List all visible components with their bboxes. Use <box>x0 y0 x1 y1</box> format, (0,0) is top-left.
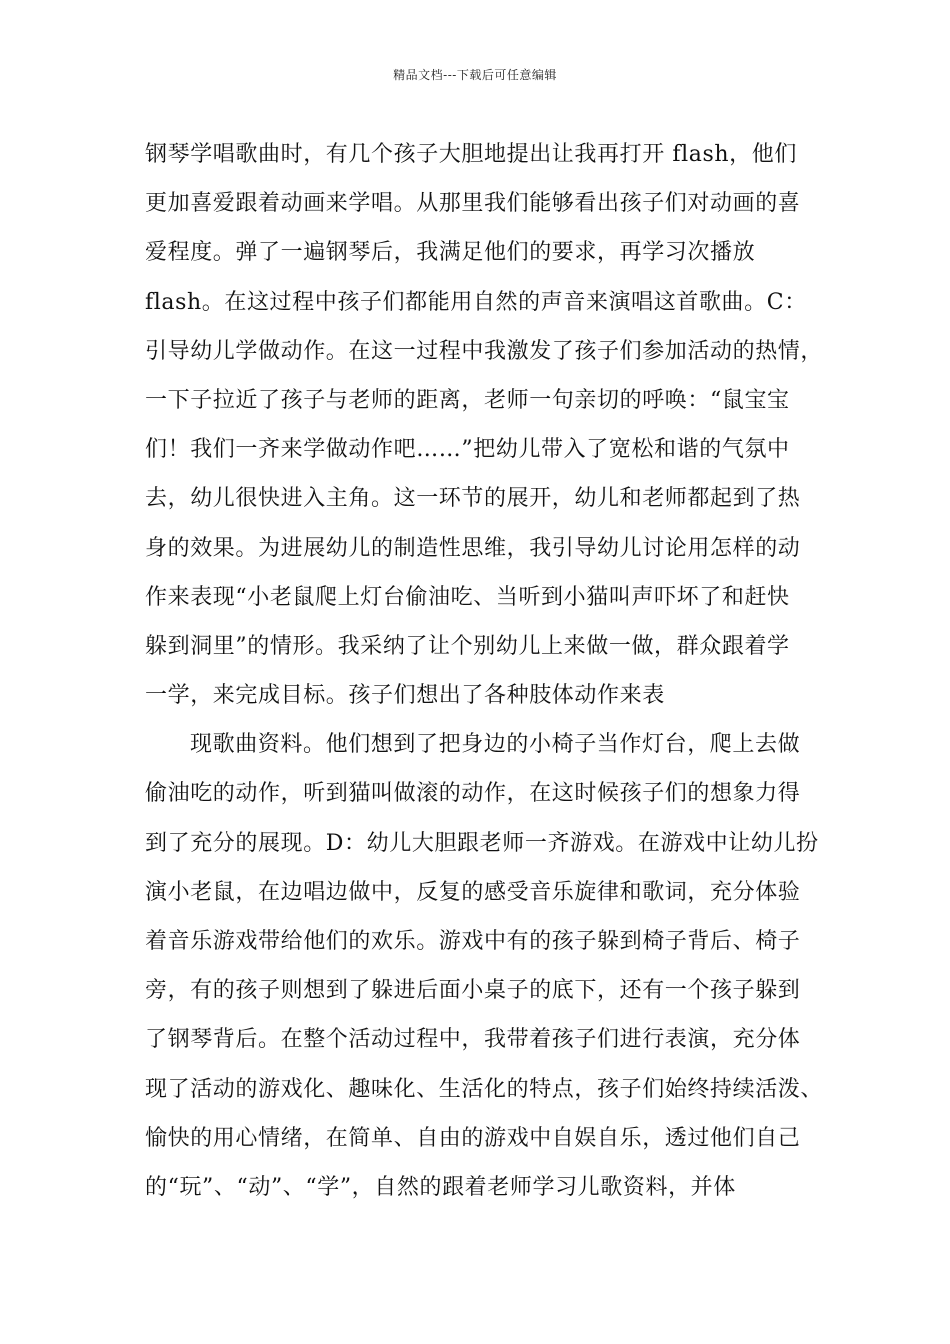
text-line: 们！我们一齐来学做动作吧……”把幼儿带入了宽松和谐的气氛中 <box>145 437 790 463</box>
text-line: 的“玩”、“动”、“学”，自然的跟着老师学习儿歌资料，并体 <box>145 1174 736 1200</box>
text-line: 更加喜爱跟着动画来学唱。从那里我们能够看出孩子们对动画的喜 <box>145 191 801 217</box>
text-line: 愉快的用心情绪，在简单、自由的游戏中自娱自乐，透过他们自己 <box>145 1125 801 1151</box>
text-line: 身的效果。为进展幼儿的制造性思维，我引导幼儿讨论用怎样的动 <box>145 535 801 561</box>
text-line: 引导幼儿学做动作。在这一过程中我激发了孩子们参加活动的热情， <box>145 338 824 364</box>
text-line: 着音乐游戏带给他们的欢乐。游戏中有的孩子躲到椅子背后、椅子 <box>145 929 801 954</box>
text-line: 一下子拉近了孩子与老师的距离，老师一句亲切的呼唤：“鼠宝宝 <box>145 387 790 413</box>
text-line: 钢琴学唱歌曲时，有几个孩子大胆地提出让我再打开 flash，他们 <box>145 142 797 167</box>
text-line: 去，幼儿很快进入主角。这一环节的展开，幼儿和老师都起到了热 <box>145 486 801 512</box>
text-line: 到了充分的展现。D：幼儿大胆跟老师一齐游戏。在游戏中让幼儿扮 <box>145 830 819 856</box>
text-line: 作来表现“小老鼠爬上灯台偷油吃、当听到小猫叫声吓坏了和赶快 <box>145 584 790 610</box>
body-text <box>145 130 825 1212</box>
text-line: 现了活动的游戏化、趣味化、生活化的特点，孩子们始终持续活泼、 <box>145 1076 824 1102</box>
text-line: 了钢琴背后。在整个活动过程中，我带着孩子们进行表演，充分体 <box>145 1027 801 1053</box>
text-line: 旁，有的孩子则想到了躲进后面小桌子的底下，还有一个孩子躲到 <box>145 978 801 1004</box>
text-line: flash。在这过程中孩子们都能用自然的声音来演唱这首歌曲。C： <box>145 289 807 315</box>
text-line: 躲到洞里”的情形。我采纳了让个别幼儿上来做一做，群众跟着学 <box>145 633 790 659</box>
text-line: 演小老鼠，在边唱边做中，反复的感受音乐旋律和歌词，充分体验 <box>145 879 801 905</box>
paragraph-start-line: 现歌曲资料。他们想到了把身边的小椅子当作灯台，爬上去做 <box>190 732 801 758</box>
text-line: 偷油吃的动作，听到猫叫做滚的动作，在这时候孩子们的想象力得 <box>145 781 801 807</box>
text-line: 爱程度。弹了一遍钢琴后，我满足他们的要求，再学习次播放 <box>145 240 756 266</box>
text-line: 一学，来完成目标。孩子们想出了各种肢体动作来表 <box>145 683 665 709</box>
page-header: 精品文档---下载后可任意编辑 <box>393 68 557 82</box>
